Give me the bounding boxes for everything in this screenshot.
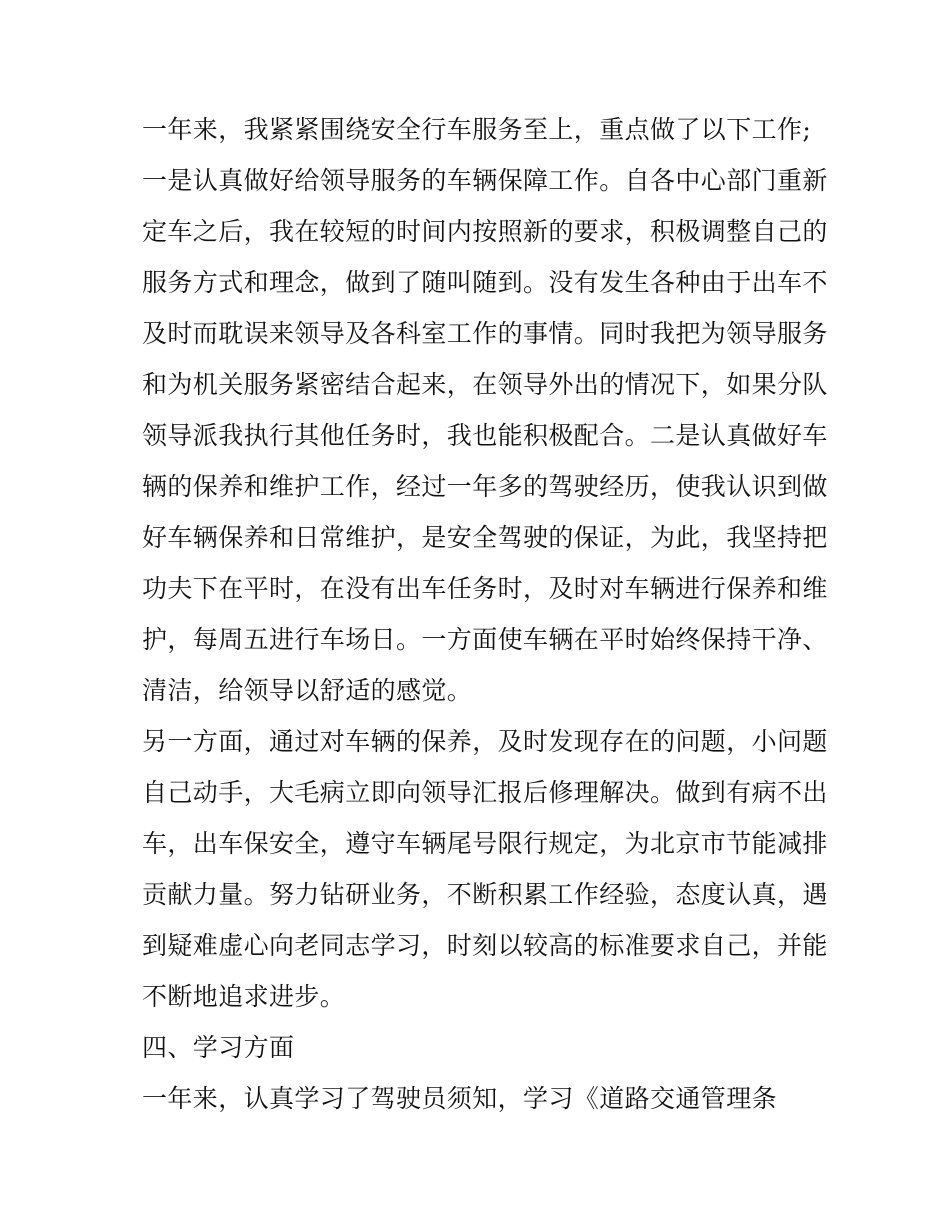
text-line: 领导派我执行其他任务时，我也能积极配合。二是认真做好车 [142,421,828,450]
text-line: 一年来，我紧紧围绕安全行车服务至上，重点做了以下工作; [142,115,812,144]
text-line: 一年来，认真学习了驾驶员须知，学习《道路交通管理条 [142,1084,778,1113]
text-line: 功夫下在平时，在没有出车任务时，及时对车辆进行保养和维 [142,574,828,603]
text-line: 贡献力量。努力钻研业务，不断积累工作经验，态度认真，遇 [142,880,828,909]
text-line: 护，每周五进行车场日。一方面使车辆在平时始终保持干净、 [142,625,828,654]
text-line: 另一方面，通过对车辆的保养，及时发现存在的问题，小问题 [142,727,828,756]
text-line: 和为机关服务紧密结合起来，在领导外出的情况下，如果分队 [142,370,828,399]
text-line: 及时而耽误来领导及各科室工作的事情。同时我把为领导服务 [142,319,828,348]
text-line: 清洁，给领导以舒适的感觉。 [142,676,473,705]
text-line: 好车辆保养和日常维护，是安全驾驶的保证，为此，我坚持把 [142,523,828,552]
section-heading: 四、学习方面 [142,1033,295,1062]
text-line: 不断地追求进步。 [142,982,346,1011]
text-line: 到疑难虚心向老同志学习，时刻以较高的标准要求自己，并能 [142,931,828,960]
text-line: 辆的保养和维护工作，经过一年多的驾驶经历，使我认识到做 [142,472,828,501]
text-line: 一是认真做好给领导服务的车辆保障工作。自各中心部门重新 [142,166,828,195]
text-line: 服务方式和理念，做到了随叫随到。没有发生各种由于出车不 [142,268,828,297]
text-line: 自己动手，大毛病立即向领导汇报后修理解决。做到有病不出 [142,778,828,807]
text-line: 定车之后，我在较短的时间内按照新的要求，积极调整自己的 [142,217,828,246]
text-line: 车，出车保安全，遵守车辆尾号限行规定，为北京市节能减排 [142,829,828,858]
